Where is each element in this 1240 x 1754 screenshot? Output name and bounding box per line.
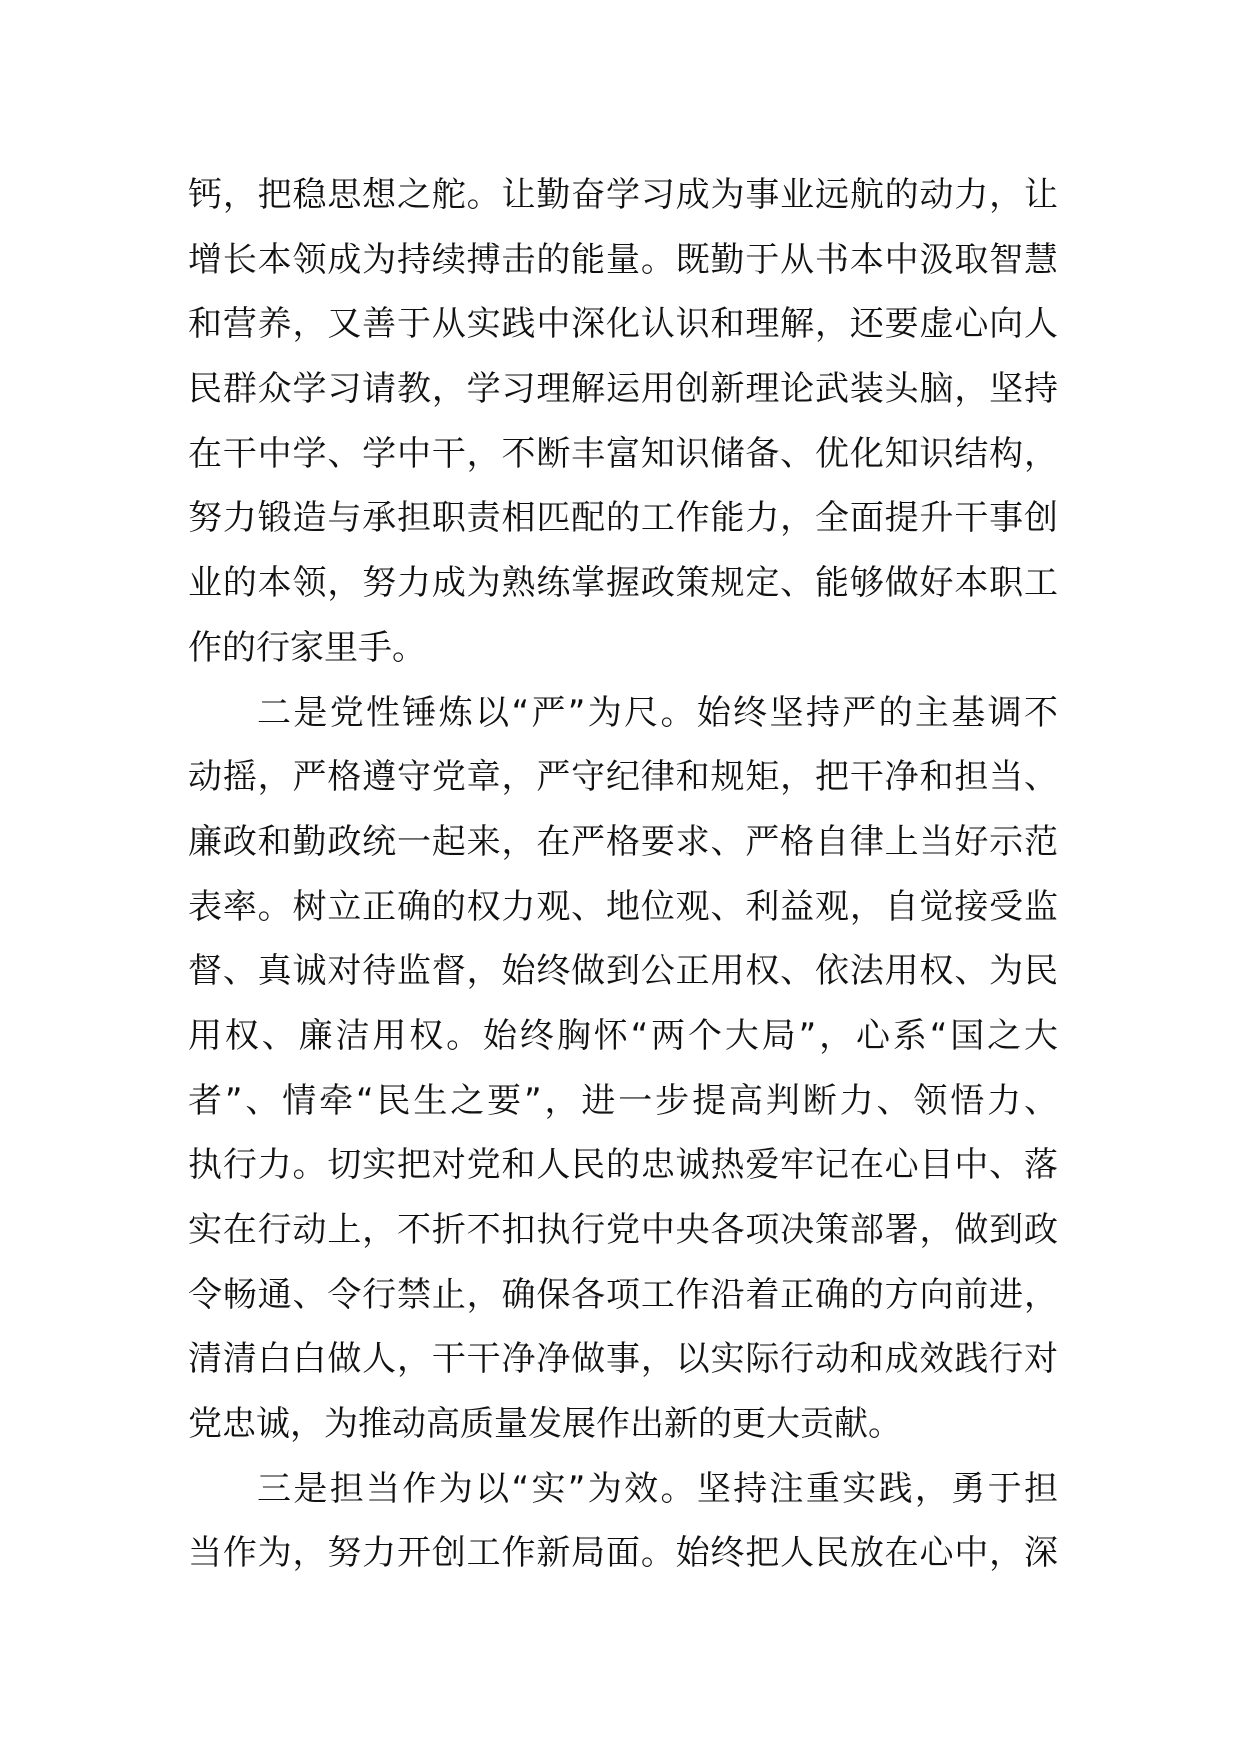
text-line: 动摇，严格遵守党章，严守纪律和规矩，把干净和担当、 [188, 757, 1058, 798]
text-line: 实在行动上，不折不扣执行党中央各项决策部署，做到政 [188, 1210, 1058, 1250]
text-line: 令畅通、令行禁止，确保各项工作沿着正确的方向前进， [188, 1274, 1058, 1315]
text-line: 钙，把稳思想之舵。让勤奋学习成为事业远航的动力，让 [188, 175, 1058, 215]
text-line: 二是党性锤炼以“严”为尺。始终坚持严的主基调不 [257, 692, 1058, 733]
text-line: 在干中学、学中干，不断丰富知识储备、优化知识结构， [188, 433, 1058, 474]
paragraph-party-spirit [188, 681, 1058, 1457]
text-line: 努力锻造与承担职责相匹配的工作能力，全面提升干事创 [188, 498, 1058, 539]
text-line: 三是担当作为以“实”为效。坚持注重实践，勇于担 [257, 1468, 1058, 1509]
text-line: 执行力。切实把对党和人民的忠诚热爱牢记在心目中、落 [188, 1145, 1058, 1186]
paragraph-continued [188, 163, 1058, 681]
text-line: 用权、廉洁用权。始终胸怀“两个大局”，心系“国之大 [188, 1015, 1058, 1056]
text-line: 党忠诚，为推动高质量发展作出新的更大贡献。 [188, 1404, 902, 1445]
text-line: 表率。树立正确的权力观、地位观、利益观，自觉接受监 [188, 886, 1058, 927]
text-line: 督、真诚对待监督，始终做到公正用权、依法用权、为民 [188, 951, 1058, 992]
text-line: 增长本领成为持续搏击的能量。既勤于从书本中汲取智慧 [188, 239, 1058, 280]
text-line: 当作为，努力开创工作新局面。始终把人民放在心中，深 [188, 1533, 1058, 1574]
document-body [188, 163, 1058, 1586]
text-line: 清清白白做人，干干净净做事，以实际行动和成效践行对 [188, 1339, 1058, 1380]
text-line: 作的行家里手。 [188, 627, 426, 668]
text-line: 民群众学习请教，学习理解运用创新理论武装头脑，坚持 [188, 369, 1058, 410]
paragraph-responsibility [188, 1457, 1058, 1586]
text-line: 廉政和勤政统一起来，在严格要求、严格自律上当好示范 [188, 821, 1058, 862]
text-line: 者”、情牵“民生之要”，进一步提高判断力、领悟力、 [188, 1080, 1058, 1121]
text-line: 业的本领，努力成为熟练掌握政策规定、能够做好本职工 [188, 563, 1058, 604]
text-line: 和营养，又善于从实践中深化认识和理解，还要虚心向人 [188, 304, 1058, 345]
